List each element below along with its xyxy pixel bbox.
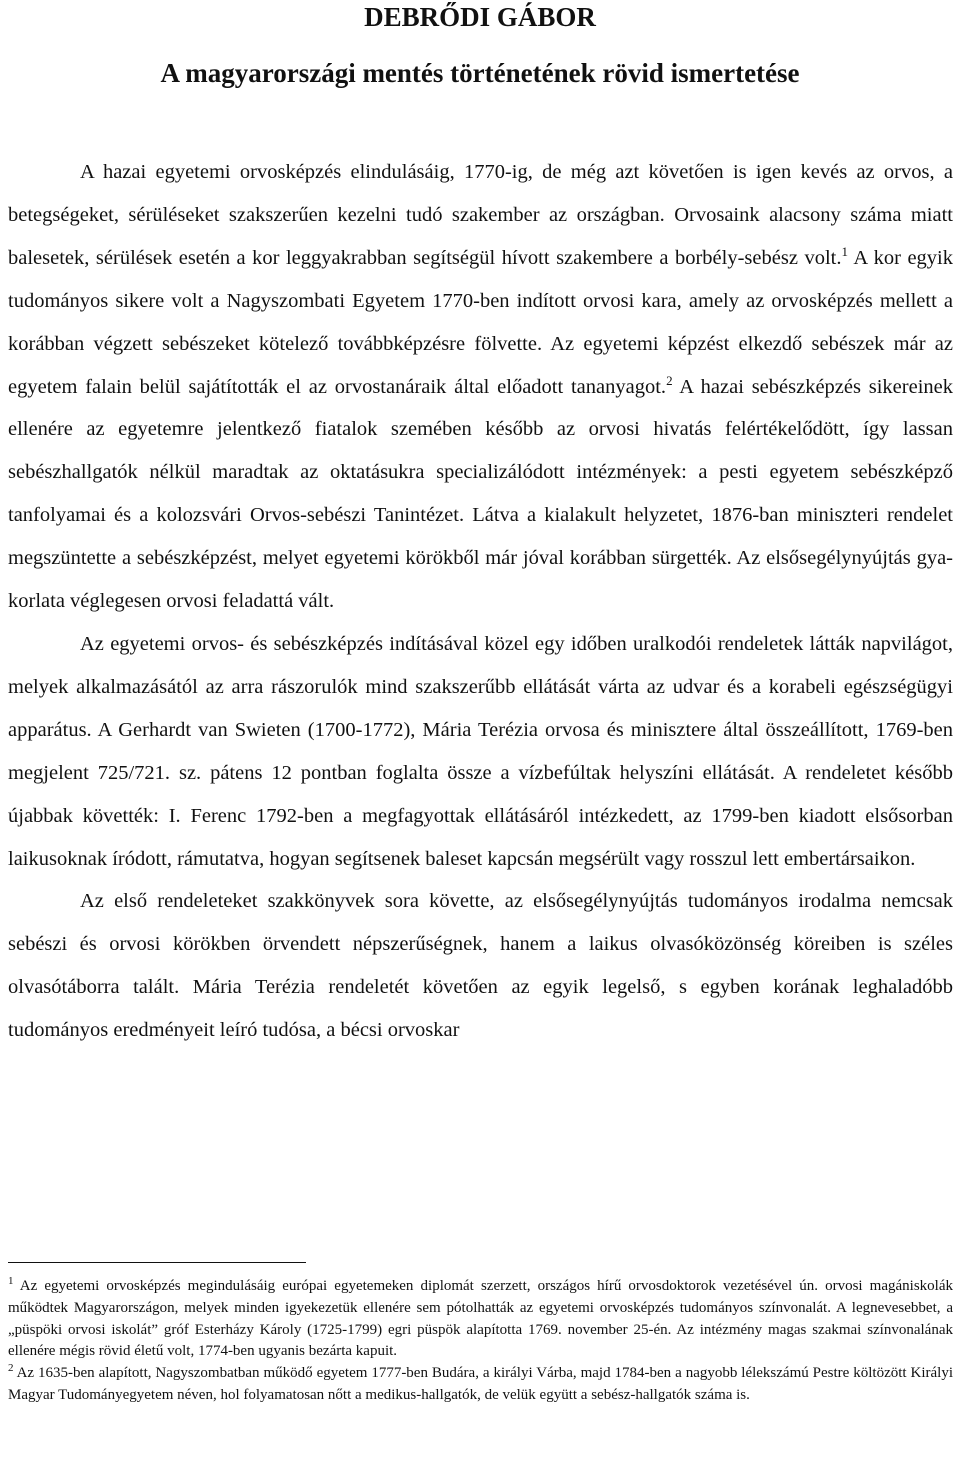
paragraph-1-part-b: A kor egyik tudományos sikere volt a Nagyszombati Egyetem 1770-ben indított orvosi kara, amely az orvosképzés mellett a korábban végzett sebészeket kötelező továbbképzésre fölvette. Az egyetemi képzést elkezdő sebészek már az egyetem falain belül sajátították el az orvostanáraik által előadott tananyagot. (8, 246, 953, 398)
author-name: DEBRŐDI GÁBOR (364, 2, 596, 32)
paragraph-1-part-a: A hazai egyetemi orvosképzés elindulásáig, 1770-ig, de még azt követően is igen kevés az orvos, a betegségeket, sérüléseket szakszerűen kezelni tudó szakember az országban. Orvosaink alacsony száma miatt balesetek, sérülések esetén a kor leggyakrabban segítségül hívott szakembere a borbély-sebész volt. (8, 161, 953, 269)
paragraph-2: Az egyetemi orvos- és sebészképzés indításával közel egy időben uralkodói rendeletek látták napvilágot, melyek alkalmazásától az arra rászorulók mind szakszerűbb ellátását várta az udvar és a korabeli egészségügyi apparátus. A Gerhardt van Swieten (1700-1772), Mária Terézia orvosa és minisztere által összeállított, 1769-ben megjelent 725/721. sz. pátens 12 pontban foglalta össze a vízbefúltak helyszíni ellátását. A rendeletet később újabbak követték: I. Ferenc 1792-ben a megfagyottak ellátásáról intézkedett, az 1799-ben kiadott elsősorban laikusoknak íródott, rámutatva, hogyan segítsenek baleset kapcsán megsérült vagy rosszul lett embertársaikon. (8, 632, 953, 870)
footnote-ref-1: 1 (841, 243, 848, 259)
footnote-1 (8, 1276, 953, 1363)
footnote-separator (8, 1262, 306, 1263)
paragraph-1-part-c: A hazai sebészképzés sikereinek ellenére az egyetemre jelentkező fiatalok szemében később az orvosi hivatás felértékelődött, így lassan sebészhallgatók nélkül maradtak az oktatásukra specializálódott intézmények: a pesti egyetem sebészképző tanfolyamai és a kolozsvári Orvos-sebészi Tanintézet. Látva a kialakult helyzetet, 1876-ban miniszteri rendelet megszüntette a sebészképzést, melyet egyetemi körökből már jóval korábban sürgették. Az elsősegélynyújtás gyakorlata véglegesen orvosi feladattá vált. (8, 375, 954, 613)
page-title: A magyarországi mentés történetének rövid ismertetése (160, 58, 800, 88)
footnotes (8, 1276, 953, 1407)
footnote-2-text: Az 1635-ben alapított, Nagyszombatban működő egyetem 1777-ben Budára, a királyi Várba, majd 1784-ben a nagyobb lélekszámú Pestre költözött Királyi Magyar Tudományegyetem néven, hol folyamatosan nőtt a medikus-hallgatók, de velük együtt a sebész-hallgatók száma is. (8, 1365, 953, 1403)
footnote-ref-2: 2 (666, 372, 673, 388)
body-text (8, 151, 953, 1052)
paragraph-1 (8, 151, 953, 623)
paragraph-3: Az első rendeleteket szakkönyvek sora követte, az elsősegélynyújtás tudományos irodalma nemcsak sebészi és orvosi körökben örvendett népszerűségnek, hanem a laikus olvasóközönség köreiben is széles olvasótáborra talált. Mária Terézia rendeletét követően az egyik legelső, s egyben korának leghaladóbb tudományos eredményeit leíró tudósa, a bécsi orvoskar (8, 890, 953, 1042)
footnote-1-mark: 1 (8, 1275, 14, 1287)
footnote-2-mark: 2 (8, 1362, 14, 1375)
footnote-1-text: Az egyetemi orvosképzés megindulásáig európai egyetemeken diplomát szerzett, országos hírű orvosdoktorok vezetésével ún. orvosi magániskolák működtek Magyarországon, melyek minden igyekezetük ellenére sem pótolhatták az egyetemi orvosképzés tudományos színvonalát. A legnevesebbet, a „püspöki orvosi iskolát” gróf Esterházy Károly (1725-1799) egri püspök alapította 1769. november 25-én. Az intézmény magas szakmai színvonalának ellenére mégis rövid életű volt, 1774-ben ugyanis bezárta kapuit. (8, 1278, 953, 1360)
footnote-2 (8, 1363, 953, 1407)
